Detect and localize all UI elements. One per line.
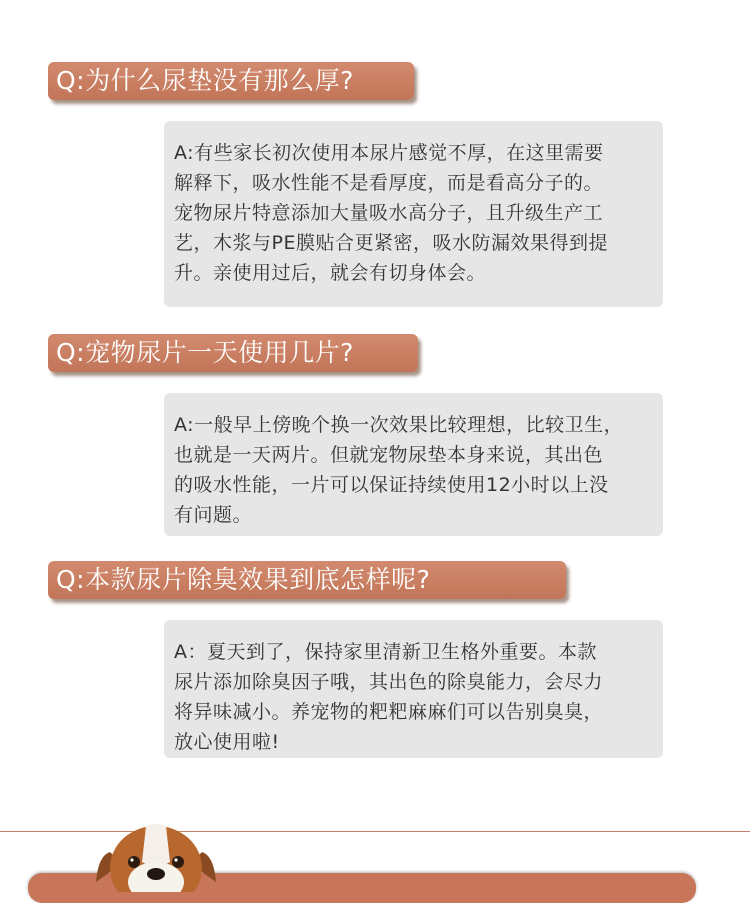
faq-answer-3: A：夏天到了，保持家里清新卫生格外重要。本款 尿片添加除臭因子哦，其出色的除臭能力，会尽力 将异味减小。养宠物的粑粑麻麻们可以告别臭臭， 放心使用啦! — [164, 620, 663, 758]
bulldog-puppy-icon — [96, 812, 216, 892]
faq-answer-1: A:有些家长初次使用本尿片感觉不厚，在这里需要 解释下，吸水性能不是看厚度，而是看高分子的。 宠物尿片特意添加大量吸水高分子，且升级生产工 艺，木浆与PE膜贴合更紧密，吸水防漏效果得到提 升。亲使用过后，就会有切身体会。 — [164, 121, 663, 307]
faq-question-2: Q:宠物尿片一天使用几片? — [48, 334, 418, 372]
faq-answer-2: A:一般早上傍晚个换一次效果比较理想，比较卫生， 也就是一天两片。但就宠物尿垫本身来说，其出色 的吸水性能，一片可以保证持续使用12小时以上没 有问题。 — [164, 393, 663, 536]
faq-question-1: Q:为什么尿垫没有那么厚? — [48, 62, 414, 100]
faq-question-3: Q:本款尿片除臭效果到底怎样呢? — [48, 561, 566, 599]
